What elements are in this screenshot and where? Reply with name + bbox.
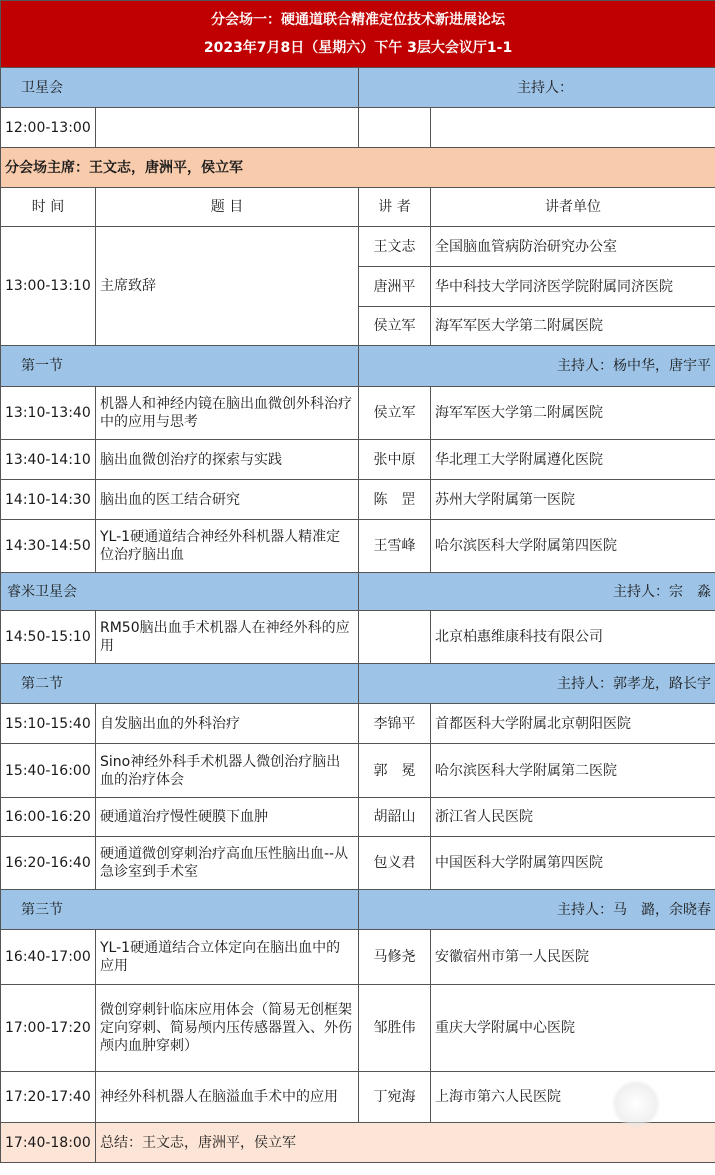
time-cell: 14:10-14:30 bbox=[1, 480, 96, 520]
satellite-meeting-name: 睿米卫星会 bbox=[1, 573, 359, 611]
section-host: 主持人：杨中华，唐宇平 bbox=[359, 346, 715, 387]
time-cell: 14:30-14:50 bbox=[1, 520, 96, 573]
section-header bbox=[1, 664, 715, 704]
table-row bbox=[1, 480, 715, 520]
topic-cell: 硬通道微创穿刺治疗高血压性脑出血--从急诊室到手术室 bbox=[96, 837, 359, 890]
org-cell: 安徽宿州市第一人民医院 bbox=[431, 930, 715, 985]
title-row bbox=[1, 1, 715, 68]
topic-cell: 脑出血微创治疗的探索与实践 bbox=[96, 440, 359, 480]
org-cell: 重庆大学附属中心医院 bbox=[431, 985, 715, 1072]
org-cell: 中国医科大学附属第四医院 bbox=[431, 837, 715, 890]
topic-cell: 主席致辞 bbox=[96, 227, 359, 346]
satellite-meeting-header bbox=[1, 573, 715, 611]
section-host: 主持人：马 潞，余晓春 bbox=[359, 890, 715, 930]
table-row bbox=[1, 744, 715, 798]
table-row bbox=[1, 387, 715, 440]
speaker-cell: 丁宛海 bbox=[359, 1072, 431, 1123]
org-cell: 哈尔滨医科大学附属第四医院 bbox=[431, 520, 715, 573]
summary-row bbox=[1, 1123, 715, 1163]
speaker-cell: 邹胜伟 bbox=[359, 985, 431, 1072]
section-header bbox=[1, 346, 715, 387]
org-cell: 华北理工大学附属遵化医院 bbox=[431, 440, 715, 480]
org-cell: 海军军医大学第二附属医院 bbox=[431, 307, 715, 346]
forum-date-venue: 2023年7月8日（星期六）下午 3层大会议厅1-1 bbox=[203, 40, 513, 56]
summary-text: 总结：王文志，唐洲平，侯立军 bbox=[96, 1123, 715, 1163]
header-speaker: 讲 者 bbox=[359, 188, 431, 227]
header-topic: 题 目 bbox=[96, 188, 359, 227]
table-row bbox=[1, 520, 715, 573]
satellite-meeting-header bbox=[1, 68, 715, 108]
topic-cell: Sino神经外科手术机器人微创治疗脑出血的治疗体会 bbox=[96, 744, 359, 798]
topic-cell: YL-1硬通道结合神经外科机器人精准定位治疗脑出血 bbox=[96, 520, 359, 573]
topic-cell: 脑出血的医工结合研究 bbox=[96, 480, 359, 520]
time-cell: 14:50-15:10 bbox=[1, 611, 96, 664]
table-row bbox=[1, 227, 715, 267]
org-cell: 北京柏惠维康科技有限公司 bbox=[431, 611, 715, 664]
time-cell: 16:40-17:00 bbox=[1, 930, 96, 985]
table-row bbox=[1, 611, 715, 664]
section-header bbox=[1, 890, 715, 930]
table-row bbox=[1, 837, 715, 890]
org-cell: 首都医科大学附属北京朝阳医院 bbox=[431, 704, 715, 744]
table-row bbox=[1, 798, 715, 837]
topic-cell bbox=[96, 108, 359, 148]
forum-title: 分会场一：硬通道联合精准定位技术新进展论坛 bbox=[211, 12, 506, 28]
topic-cell: RM50脑出血手术机器人在神经外科的应用 bbox=[96, 611, 359, 664]
watermark-icon bbox=[612, 1080, 660, 1128]
org-cell: 哈尔滨医科大学附属第二医院 bbox=[431, 744, 715, 798]
column-header-row bbox=[1, 188, 715, 227]
time-cell: 17:20-17:40 bbox=[1, 1072, 96, 1123]
chair-row bbox=[1, 148, 715, 188]
table-row bbox=[1, 930, 715, 985]
time-cell: 13:40-14:10 bbox=[1, 440, 96, 480]
speaker-cell: 王雪峰 bbox=[359, 520, 431, 573]
time-cell: 17:00-17:20 bbox=[1, 985, 96, 1072]
time-cell: 12:00-13:00 bbox=[1, 108, 96, 148]
org-cell bbox=[431, 108, 715, 148]
speaker-cell: 胡韶山 bbox=[359, 798, 431, 837]
org-cell: 全国脑血管病防治研究办公室 bbox=[431, 227, 715, 267]
speaker-cell: 侯立军 bbox=[359, 307, 431, 346]
topic-cell: 机器人和神经内镜在脑出血微创外科治疗中的应用与思考 bbox=[96, 387, 359, 440]
speaker-cell: 包义君 bbox=[359, 837, 431, 890]
forum-title-cell bbox=[1, 1, 715, 68]
section-name: 第三节 bbox=[1, 890, 359, 930]
org-cell: 华中科技大学同济医学院附属同济医院 bbox=[431, 267, 715, 307]
speaker-cell: 郭 冕 bbox=[359, 744, 431, 798]
satellite-meeting-name: 卫星会 bbox=[1, 68, 359, 108]
speaker-cell: 唐洲平 bbox=[359, 267, 431, 307]
section-host: 主持人：郭孝龙，路长宇 bbox=[359, 664, 715, 704]
satellite-meeting-host: 主持人：宗 淼 bbox=[359, 573, 715, 611]
speaker-cell bbox=[359, 108, 431, 148]
topic-cell: 硬通道治疗慢性硬膜下血肿 bbox=[96, 798, 359, 837]
time-cell: 17:40-18:00 bbox=[1, 1123, 96, 1163]
speaker-cell: 马修尧 bbox=[359, 930, 431, 985]
table-row bbox=[1, 704, 715, 744]
org-cell: 苏州大学附属第一医院 bbox=[431, 480, 715, 520]
time-cell: 16:20-16:40 bbox=[1, 837, 96, 890]
satellite-meeting-host: 主持人： bbox=[359, 68, 715, 108]
header-time: 时 间 bbox=[1, 188, 96, 227]
time-cell: 15:40-16:00 bbox=[1, 744, 96, 798]
time-cell: 16:00-16:20 bbox=[1, 798, 96, 837]
topic-cell: 神经外科机器人在脑溢血手术中的应用 bbox=[96, 1072, 359, 1123]
satellite-meeting-row bbox=[1, 108, 715, 148]
topic-cell: 微创穿刺针临床应用体会（简易无创框架定向穿刺、简易颅内压传感器置入、外伤颅内血肿穿刺） bbox=[96, 985, 359, 1072]
session-chairs: 分会场主席：王文志，唐洲平，侯立军 bbox=[1, 148, 715, 188]
topic-cell: 自发脑出血的外科治疗 bbox=[96, 704, 359, 744]
speaker-cell: 陈 罡 bbox=[359, 480, 431, 520]
section-name: 第二节 bbox=[1, 664, 359, 704]
speaker-cell bbox=[359, 611, 431, 664]
table-row bbox=[1, 440, 715, 480]
speaker-cell: 侯立军 bbox=[359, 387, 431, 440]
org-cell: 浙江省人民医院 bbox=[431, 798, 715, 837]
org-cell: 海军军医大学第二附属医院 bbox=[431, 387, 715, 440]
speaker-cell: 张中原 bbox=[359, 440, 431, 480]
time-cell: 15:10-15:40 bbox=[1, 704, 96, 744]
header-org: 讲者单位 bbox=[431, 188, 715, 227]
speaker-cell: 李锦平 bbox=[359, 704, 431, 744]
table-row bbox=[1, 985, 715, 1072]
time-cell: 13:00-13:10 bbox=[1, 227, 96, 346]
speaker-cell: 王文志 bbox=[359, 227, 431, 267]
section-name: 第一节 bbox=[1, 346, 359, 387]
table-row bbox=[1, 1072, 715, 1123]
time-cell: 13:10-13:40 bbox=[1, 387, 96, 440]
topic-cell: YL-1硬通道结合立体定向在脑出血中的应用 bbox=[96, 930, 359, 985]
org-cell: 上海市第六人民医院 bbox=[431, 1072, 715, 1123]
